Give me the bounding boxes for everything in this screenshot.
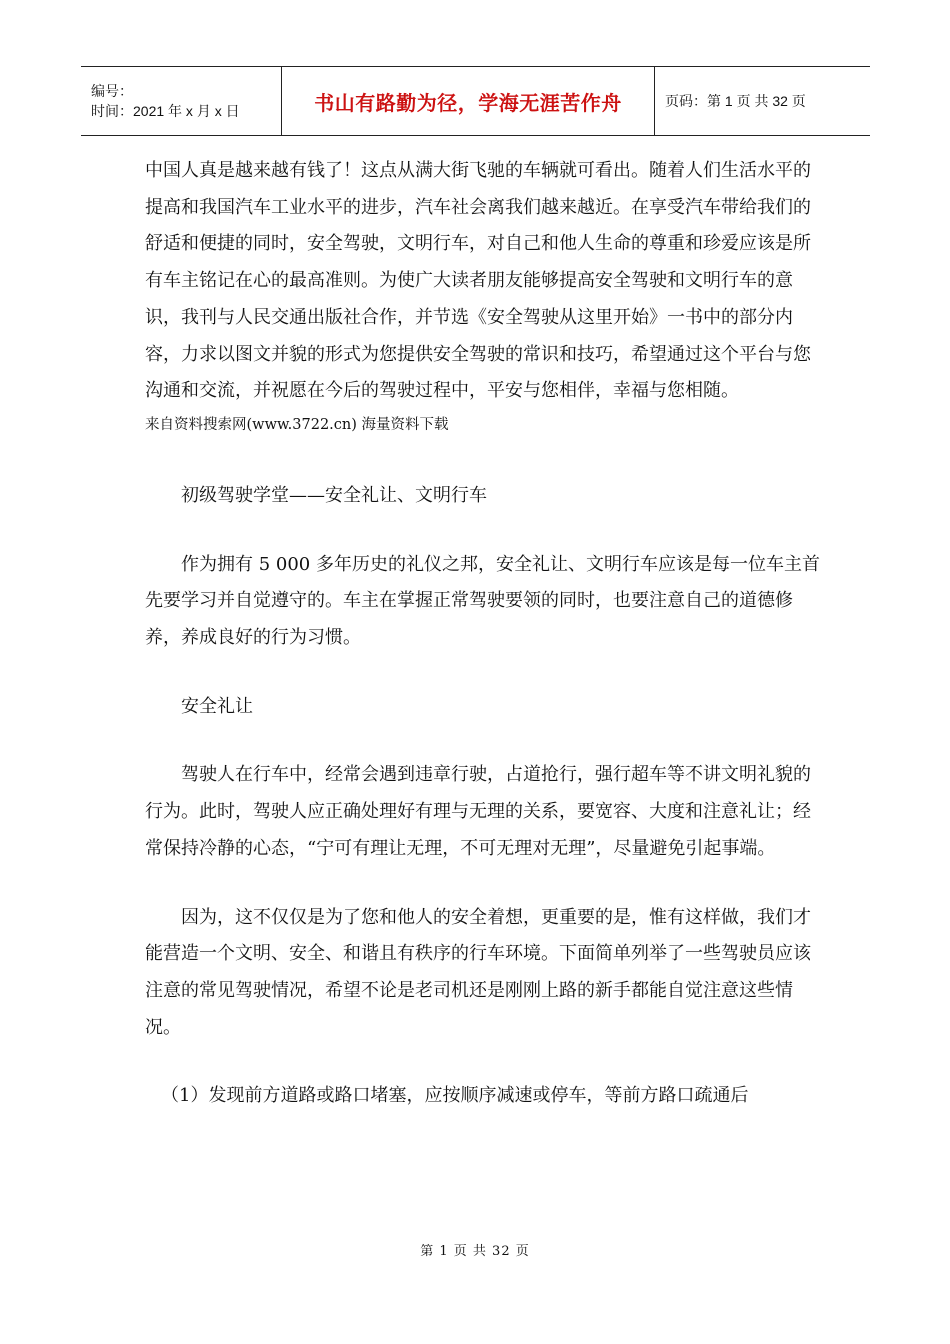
page-info-text: 页码：第 1 页 共 32 页 [665, 93, 806, 109]
page-footer [0, 1240, 950, 1259]
page-header [81, 66, 870, 136]
header-motto [282, 67, 655, 135]
source-line: 来自资料搜索网(www.3722.cn) 海量资料下载 [145, 416, 449, 433]
intro-paragraph: 中国人真是越来越有钱了！这点从满大街飞驰的车辆就可看出。随着人们生活水平的提高和我国汽车工业水平的进步，汽车社会离我们越来越近。在享受汽车带给我们的舒适和便捷的同时，安全驾驶，文明行车，对自己和他人生命的尊重和珍爱应该是所有车主铭记在心的最高准则。为使广大读者朋友能够提高安全驾驶和文明行车的意识，我刊与人民交通出版社合作，并节选《安全驾驶从这里开始》一书中的部分内容，力求以图文并貌的形式为您提供安全驾驶的常识和技巧，希望通过这个平台与您沟通和交流，并祝愿在今后的驾驶过程中，平安与您相伴，幸福与您相随。 [145, 160, 811, 402]
paragraph-1: 作为拥有 5 000 多年历史的礼仪之邦，安全礼让、文明行车应该是每一位车主首先要学习并自觉遵守的。车主在掌握正常驾驶要领的同时，也要注意自己的道德修养，养成良好的行为习惯。 [145, 553, 820, 649]
header-page-info [655, 67, 870, 135]
header-meta [81, 67, 282, 135]
section-title: 初级驾驶学堂——安全礼让、文明行车 [181, 484, 487, 506]
subheading: 安全礼让 [181, 695, 253, 717]
footer-page-text: 第 1 页 共 32 页 [420, 1244, 530, 1259]
paragraph-3: 因为，这不仅仅是为了您和他人的安全着想，更重要的是，惟有这样做，我们才能营造一个文明、安全、和谐且有秩序的行车环境。下面简单列举了一些驾驶员应该注意的常见驾驶情况，希望不论是老司机还是刚刚上路的新手都能自觉注意这些情况。 [145, 906, 811, 1038]
motto-text: 书山有路勤为径，学海无涯苦作舟 [314, 90, 622, 115]
document-body [145, 153, 825, 1115]
paragraph-2: 驾驶人在行车中，经常会遇到违章行驶，占道抢行，强行超车等不讲文明礼貌的行为。此时，驾驶人应正确处理好有理与无理的关系，要宽容、大度和注意礼让；经常保持冷静的心态，“宁可有理让无理，不可无理对无理”，尽量避免引起事端。 [145, 764, 811, 859]
code-label: 编号： [91, 83, 133, 99]
list-item-1: （1）发现前方道路或路口堵塞，应按顺序减速或停车，等前方路口疏通后 [161, 1085, 749, 1107]
time-label: 时间：2021 年 x 月 x 日 [91, 103, 240, 119]
